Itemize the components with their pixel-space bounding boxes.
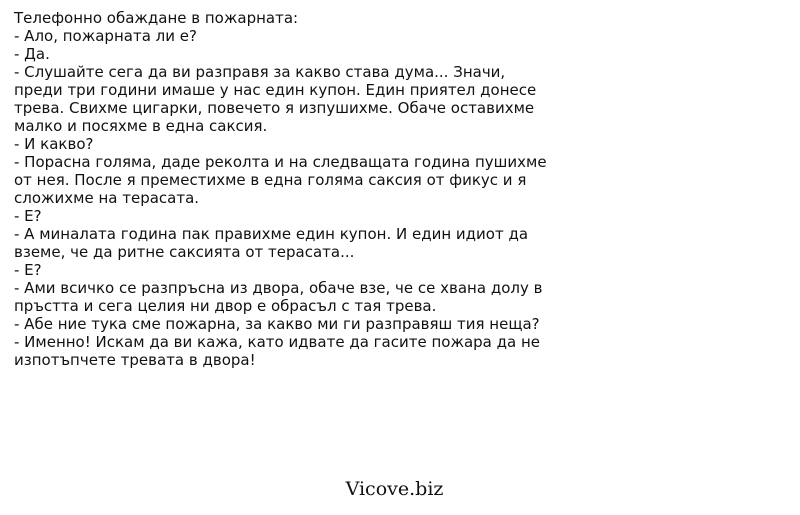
joke-line-3: - Слушайте сега да ви разправя за какво става дума... Значи,: [14, 63, 506, 81]
joke-line-15: - Ами всичко се разпръсна из двора, обаче взе, че се хвана долу в: [14, 279, 543, 297]
joke-line-6: малко и посяхме в една саксия.: [14, 117, 268, 135]
joke-line-8: - Порасна голяма, даде реколта и на следващата година пушихме: [14, 153, 547, 171]
joke-line-9: от нея. После я преместихме в една голяма саксия от фикус и я: [14, 171, 527, 189]
joke-text: [14, 9, 584, 369]
joke-line-14: - Е?: [14, 261, 42, 279]
joke-line-19: изпотъпчете тревата в двора!: [14, 351, 256, 369]
joke-line-4: преди три години имаше у нас един купон. Един приятел донесе: [14, 81, 537, 99]
joke-line-0: Телефонно обаждане в пожарната:: [14, 9, 299, 27]
joke-line-17: - Абе ние тука сме пожарна, за какво ми ги разправяш тия неща?: [14, 315, 540, 333]
joke-line-5: трева. Свихме цигарки, повечето я изпушихме. Обаче оставихме: [14, 99, 535, 117]
joke-line-2: - Да.: [14, 45, 50, 63]
joke-line-13: вземе, че да ритне саксията от терасата...: [14, 243, 355, 261]
joke-line-10: сложихме на терасата.: [14, 189, 200, 207]
joke-line-11: - Е?: [14, 207, 42, 225]
joke-line-1: - Ало, пожарната ли е?: [14, 27, 197, 45]
joke-line-12: - А миналата година пак правихме един купон. И един идиот да: [14, 225, 529, 243]
site-watermark: Vicove.biz: [345, 478, 444, 500]
joke-line-16: пръстта и сега целия ни двор е обрасъл с тая трева.: [14, 297, 437, 315]
joke-line-18: - Именно! Искам да ви кажа, като идвате да гасите пожара да не: [14, 333, 540, 351]
joke-line-7: - И какво?: [14, 135, 94, 153]
